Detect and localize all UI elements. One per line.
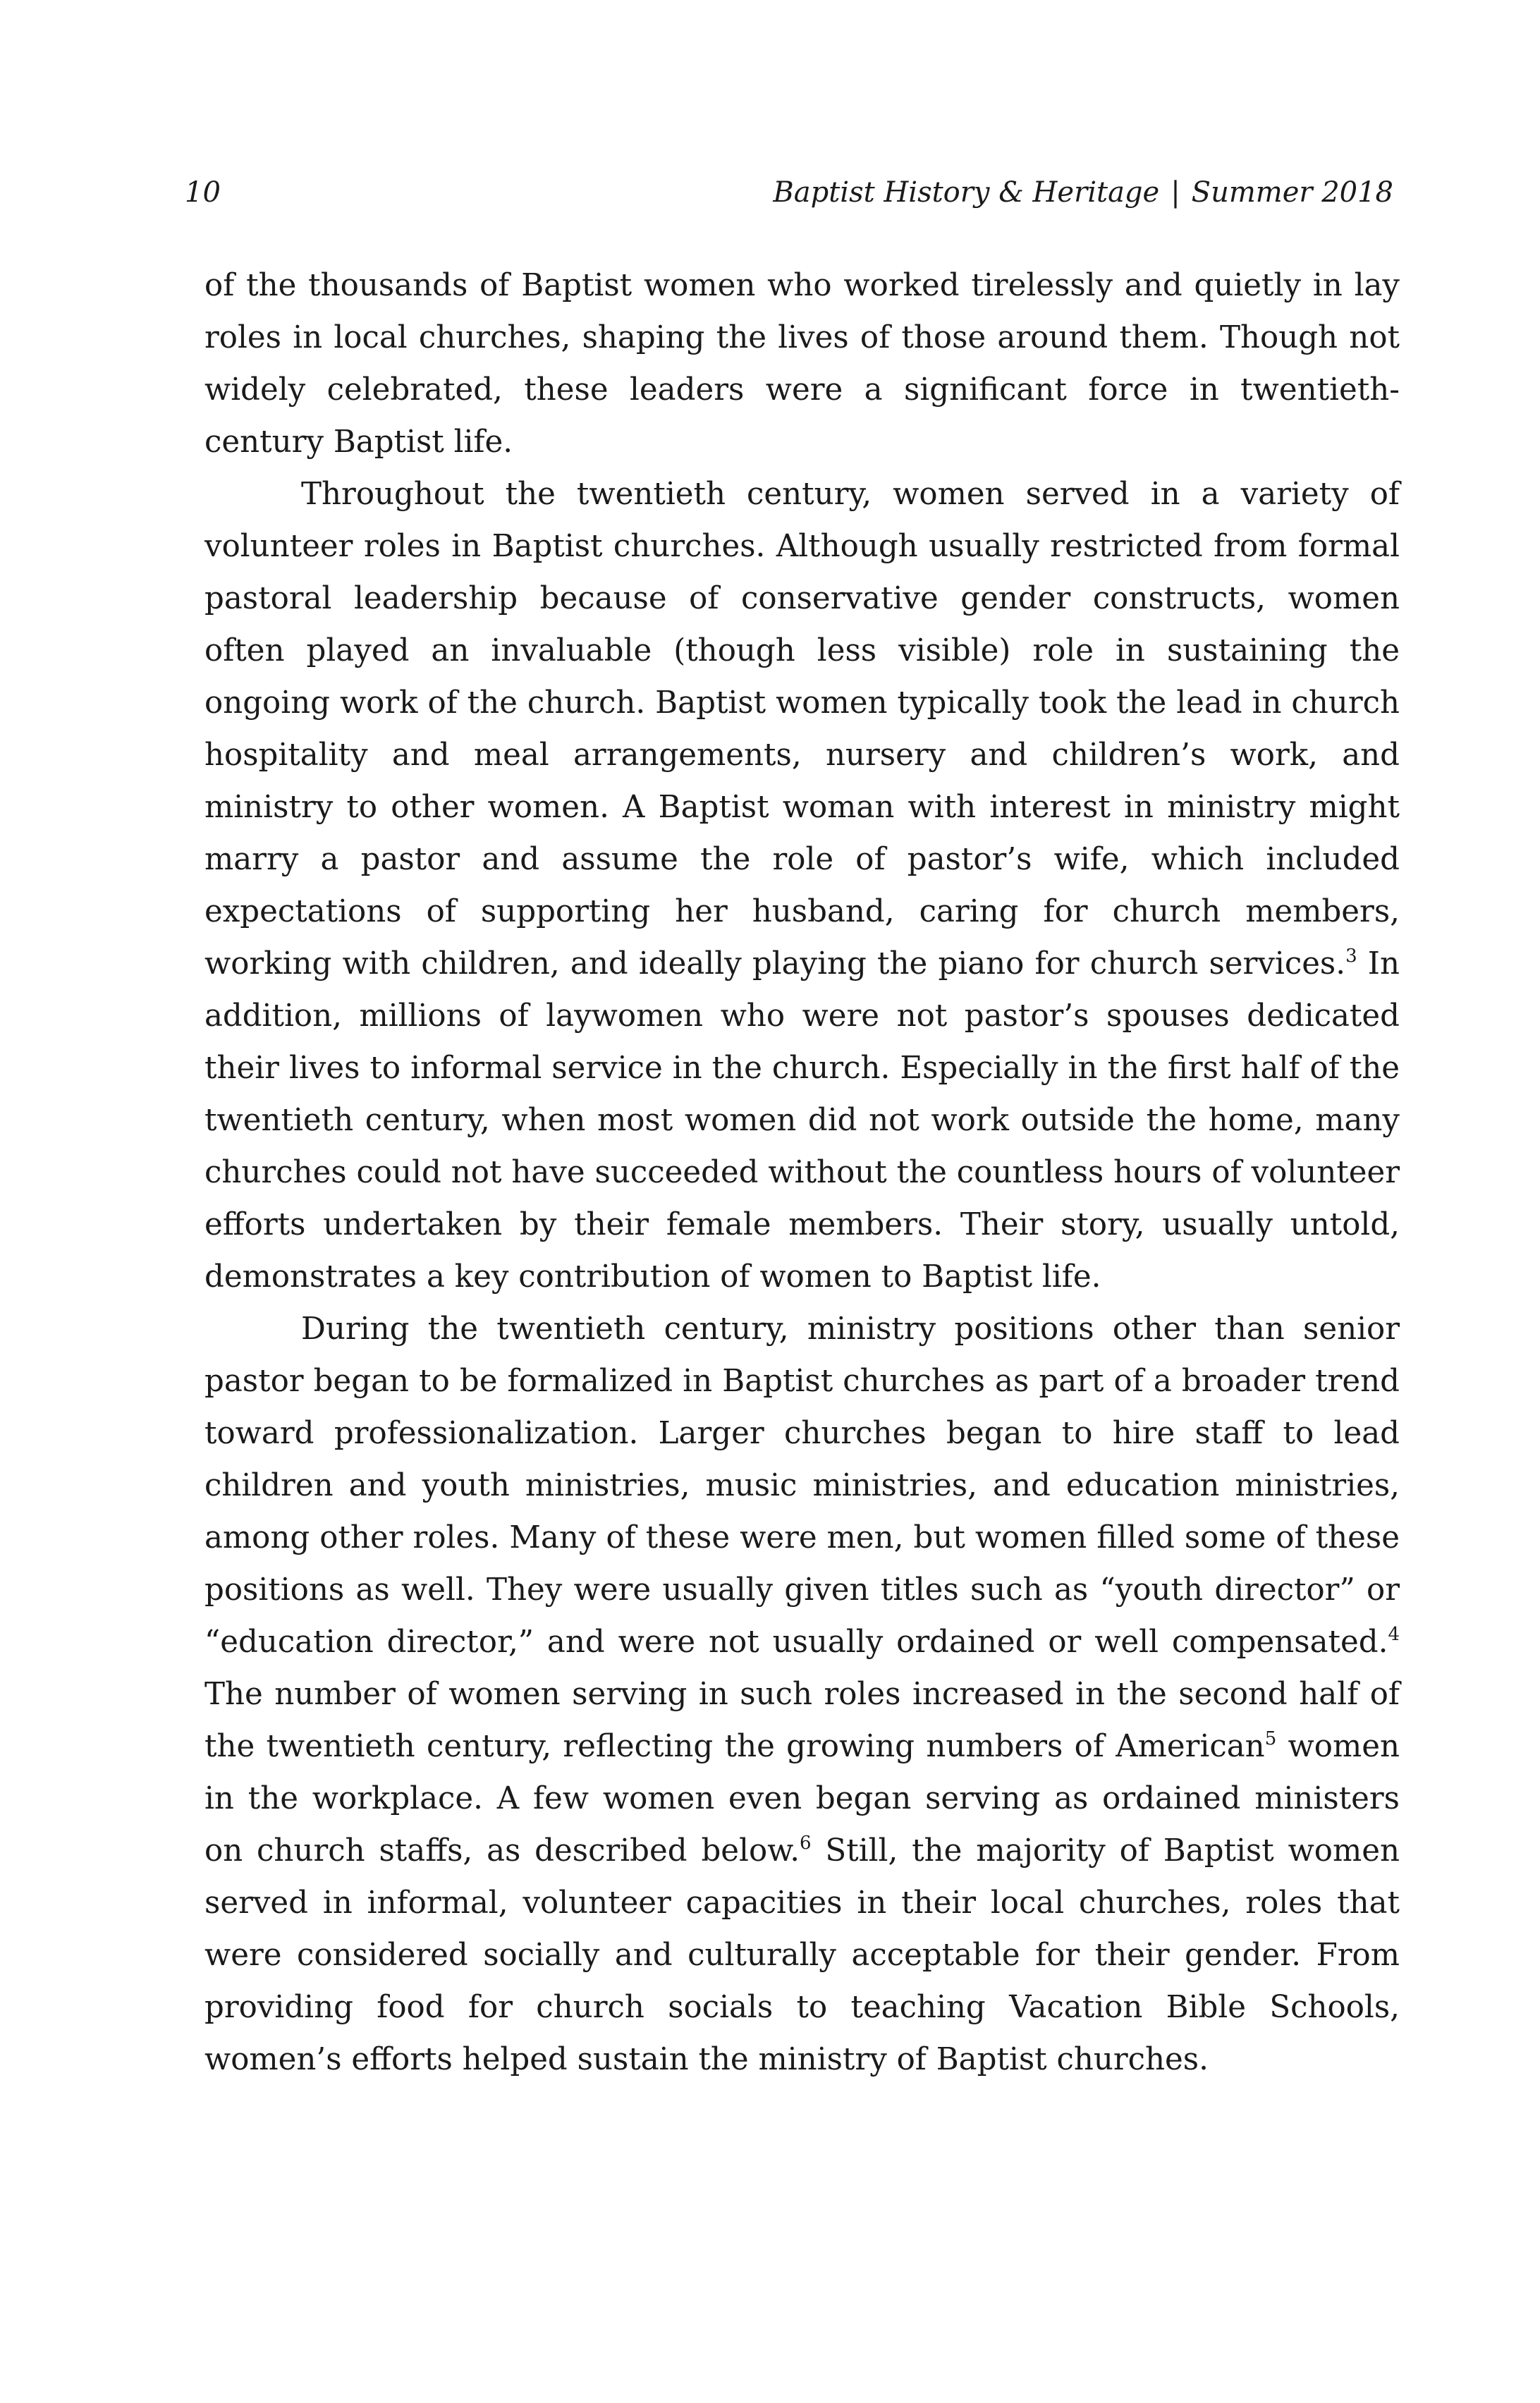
paragraph-text: Throughout the twentieth century, women served in a variety of volunteer roles in Baptist churches. Although usually restricted from formal pastoral leadership because of conservative gender constructs, women often played an invaluable (though less visible) role in sustaining the ongoing work of the church. Baptist women typically took the lead in church hospitality and meal arrangements, nursery and children’s work, and ministry to other women. A Baptist woman with interest in ministry might marry a pastor and assume the role of pastor’s wife, which included expectations of supporting her husband, caring for church members, working with children, and ideally playing the piano for church services. [204, 477, 1400, 982]
footnote-ref-4[interactable]: 4 [1388, 1623, 1400, 1645]
journal-issue-line [773, 168, 1393, 217]
paragraph-text: During the twentieth century, ministry positions other than senior pastor began to be formalized in Baptist churches as part of a broader trend toward professionalization. Larger churches began to hire staff to lead children and youth ministries, music ministries, and education ministries, among other roles. Many of these were men, but women filled some of these positions as well. They were usually given titles such as “youth director” or “education director,” and were not usually ordained or well compensated. [204, 1311, 1400, 1660]
footnote-ref-5[interactable]: 5 [1264, 1728, 1277, 1749]
paragraph-text: The number of women serving in such roles increased in the second half of the twentieth century, reflecting the growing numbers of American [204, 1677, 1400, 1764]
running-header [185, 168, 1393, 217]
paragraph-text: Still, the majority of Baptist women served in informal, volunteer capacities in their local churches, roles that were considered socially and culturally acceptable for their gender. From providing food for church socials to teaching Vacation Bible Schools, women’s efforts helped sustain the ministry of Baptist churches. [204, 1833, 1400, 2077]
journal-title: Baptist History & Heritage [773, 176, 1160, 209]
article-body [204, 259, 1400, 2086]
page-number: 10 [185, 176, 221, 209]
paragraph-professionalization [204, 1303, 1400, 2086]
footnote-ref-6[interactable]: 6 [800, 1832, 812, 1854]
issue-label: Summer 2018 [1191, 176, 1393, 209]
paragraph-text: of the thousands of Baptist women who worked tirelessly and quietly in lay roles in local churches, shaping the lives of those around them. Though not widely celebrated, these leaders were a significant force in twentieth-century Baptist life. [204, 268, 1400, 460]
footnote-ref-3[interactable]: 3 [1345, 945, 1357, 967]
paragraph-volunteer-roles [204, 468, 1400, 1303]
paragraph-continuation [204, 259, 1400, 468]
paragraph-text: In addition, millions of laywomen who were not pastor’s spouses dedicated their lives to informal service in the church. Especially in the first half of the twentieth century, when most women did not work outside the home, many churches could not have succeeded without the countless hours of volunteer efforts undertaken by their female members. Their story, usually untold, demonstrates a key contribution of women to Baptist life. [204, 946, 1400, 1295]
paragraph-text: women in the workplace. A few women even began serving as ordained ministers on church staffs, as described below. [204, 1729, 1400, 1869]
header-separator: | [1171, 176, 1180, 209]
